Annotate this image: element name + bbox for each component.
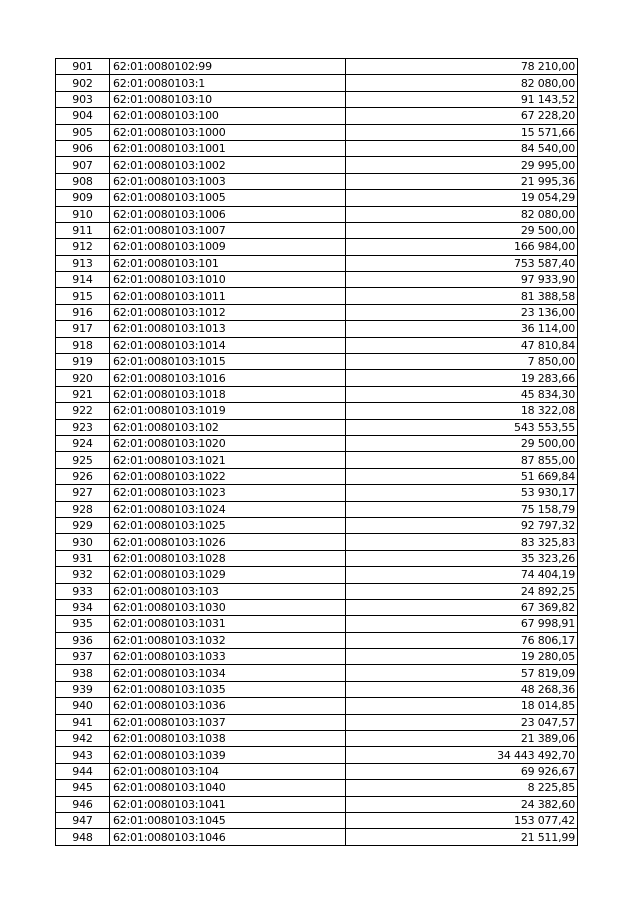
cadastral-number-cell: 62:01:0080103:1037 — [110, 714, 346, 730]
cadastral-value-cell: 83 325,83 — [346, 534, 578, 550]
row-number-cell: 911 — [56, 222, 110, 238]
cadastral-number-cell: 62:01:0080103:1029 — [110, 567, 346, 583]
row-number-cell: 947 — [56, 812, 110, 828]
row-number-cell: 934 — [56, 599, 110, 615]
row-number-cell: 910 — [56, 206, 110, 222]
cadastral-number-cell: 62:01:0080103:1038 — [110, 731, 346, 747]
table-row — [56, 829, 578, 845]
cadastral-value-cell: 48 268,36 — [346, 681, 578, 697]
table-row — [56, 272, 578, 288]
cadastral-number-cell: 62:01:0080103:1011 — [110, 288, 346, 304]
cadastral-number-cell: 62:01:0080103:1007 — [110, 222, 346, 238]
cadastral-number-cell: 62:01:0080103:1036 — [110, 698, 346, 714]
table-body — [56, 59, 578, 846]
cadastral-number-cell: 62:01:0080103:1019 — [110, 403, 346, 419]
cadastral-number-cell: 62:01:0080103:1034 — [110, 665, 346, 681]
cadastral-value-cell: 67 369,82 — [346, 599, 578, 615]
cadastral-value-cell: 19 280,05 — [346, 649, 578, 665]
cadastral-number-cell: 62:01:0080103:1000 — [110, 124, 346, 140]
cadastral-number-cell: 62:01:0080103:1040 — [110, 780, 346, 796]
cadastral-value-cell: 78 210,00 — [346, 59, 578, 75]
table-row — [56, 763, 578, 779]
row-number-cell: 933 — [56, 583, 110, 599]
cadastral-value-cell: 67 998,91 — [346, 616, 578, 632]
cadastral-number-cell: 62:01:0080103:102 — [110, 419, 346, 435]
table-row — [56, 517, 578, 533]
table-row — [56, 91, 578, 107]
cadastral-value-cell: 47 810,84 — [346, 337, 578, 353]
cadastral-number-cell: 62:01:0080103:104 — [110, 763, 346, 779]
table-row — [56, 222, 578, 238]
cadastral-number-cell: 62:01:0080103:1015 — [110, 354, 346, 370]
table-row — [56, 632, 578, 648]
row-number-cell: 918 — [56, 337, 110, 353]
cadastral-number-cell: 62:01:0080103:103 — [110, 583, 346, 599]
cadastral-value-cell: 753 587,40 — [346, 255, 578, 271]
table-row — [56, 665, 578, 681]
cadastral-number-cell: 62:01:0080103:1030 — [110, 599, 346, 615]
cadastral-value-cell: 87 855,00 — [346, 452, 578, 468]
table-row — [56, 370, 578, 386]
row-number-cell: 901 — [56, 59, 110, 75]
table-row — [56, 583, 578, 599]
table-row — [56, 698, 578, 714]
cadastral-number-cell: 62:01:0080103:1009 — [110, 239, 346, 255]
cadastral-value-cell: 29 500,00 — [346, 435, 578, 451]
row-number-cell: 928 — [56, 501, 110, 517]
cadastral-value-cell: 15 571,66 — [346, 124, 578, 140]
table-row — [56, 124, 578, 140]
row-number-cell: 906 — [56, 140, 110, 156]
cadastral-number-cell: 62:01:0080103:1023 — [110, 485, 346, 501]
cadastral-value-cell: 81 388,58 — [346, 288, 578, 304]
cadastral-value-cell: 24 892,25 — [346, 583, 578, 599]
row-number-cell: 936 — [56, 632, 110, 648]
table-row — [56, 140, 578, 156]
cadastral-value-cell: 21 511,99 — [346, 829, 578, 845]
cadastral-value-cell: 82 080,00 — [346, 206, 578, 222]
row-number-cell: 938 — [56, 665, 110, 681]
row-number-cell: 921 — [56, 386, 110, 402]
cadastral-number-cell: 62:01:0080103:1021 — [110, 452, 346, 468]
cadastral-value-cell: 91 143,52 — [346, 91, 578, 107]
table-row — [56, 75, 578, 91]
table-row — [56, 403, 578, 419]
cadastral-number-cell: 62:01:0080103:1031 — [110, 616, 346, 632]
row-number-cell: 907 — [56, 157, 110, 173]
cadastral-number-cell: 62:01:0080103:1014 — [110, 337, 346, 353]
table-row — [56, 501, 578, 517]
cadastral-value-cell: 166 984,00 — [346, 239, 578, 255]
table-row — [56, 288, 578, 304]
cadastral-value-cell: 543 553,55 — [346, 419, 578, 435]
cadastral-number-cell: 62:01:0080103:1045 — [110, 812, 346, 828]
cadastral-number-cell: 62:01:0080103:1005 — [110, 190, 346, 206]
cadastral-number-cell: 62:01:0080103:1039 — [110, 747, 346, 763]
cadastral-number-cell: 62:01:0080103:1022 — [110, 468, 346, 484]
table-row — [56, 59, 578, 75]
row-number-cell: 935 — [56, 616, 110, 632]
cadastral-value-cell: 153 077,42 — [346, 812, 578, 828]
row-number-cell: 929 — [56, 517, 110, 533]
row-number-cell: 942 — [56, 731, 110, 747]
cadastral-value-cell: 8 225,85 — [346, 780, 578, 796]
table-row — [56, 567, 578, 583]
row-number-cell: 946 — [56, 796, 110, 812]
table-row — [56, 485, 578, 501]
cadastral-number-cell: 62:01:0080103:1016 — [110, 370, 346, 386]
row-number-cell: 925 — [56, 452, 110, 468]
row-number-cell: 905 — [56, 124, 110, 140]
table-row — [56, 681, 578, 697]
cadastral-value-cell: 34 443 492,70 — [346, 747, 578, 763]
row-number-cell: 931 — [56, 550, 110, 566]
cadastral-value-cell: 18 014,85 — [346, 698, 578, 714]
cadastral-number-cell: 62:01:0080103:1041 — [110, 796, 346, 812]
cadastral-value-cell: 69 926,67 — [346, 763, 578, 779]
cadastral-number-cell: 62:01:0080103:1010 — [110, 272, 346, 288]
cadastral-number-cell: 62:01:0080103:1013 — [110, 321, 346, 337]
row-number-cell: 917 — [56, 321, 110, 337]
cadastral-value-cell: 29 995,00 — [346, 157, 578, 173]
row-number-cell: 943 — [56, 747, 110, 763]
row-number-cell: 916 — [56, 304, 110, 320]
table-row — [56, 108, 578, 124]
cadastral-value-cell: 82 080,00 — [346, 75, 578, 91]
cadastral-number-cell: 62:01:0080103:10 — [110, 91, 346, 107]
row-number-cell: 927 — [56, 485, 110, 501]
table-row — [56, 714, 578, 730]
row-number-cell: 923 — [56, 419, 110, 435]
table-row — [56, 534, 578, 550]
table-row — [56, 354, 578, 370]
table-row — [56, 435, 578, 451]
table-row — [56, 468, 578, 484]
row-number-cell: 944 — [56, 763, 110, 779]
row-number-cell: 941 — [56, 714, 110, 730]
row-number-cell: 926 — [56, 468, 110, 484]
table-row — [56, 599, 578, 615]
row-number-cell: 922 — [56, 403, 110, 419]
cadastral-value-cell: 23 136,00 — [346, 304, 578, 320]
cadastral-number-cell: 62:01:0080103:1026 — [110, 534, 346, 550]
cadastral-value-cell: 29 500,00 — [346, 222, 578, 238]
row-number-cell: 948 — [56, 829, 110, 845]
table-row — [56, 747, 578, 763]
row-number-cell: 903 — [56, 91, 110, 107]
cadastral-number-cell: 62:01:0080102:99 — [110, 59, 346, 75]
cadastral-number-cell: 62:01:0080103:1028 — [110, 550, 346, 566]
table-row — [56, 616, 578, 632]
cadastral-value-cell: 84 540,00 — [346, 140, 578, 156]
table-row — [56, 337, 578, 353]
cadastral-number-cell: 62:01:0080103:1001 — [110, 140, 346, 156]
row-number-cell: 939 — [56, 681, 110, 697]
cadastral-value-cell: 19 283,66 — [346, 370, 578, 386]
table-row — [56, 321, 578, 337]
table-row — [56, 550, 578, 566]
table-row — [56, 731, 578, 747]
table-row — [56, 206, 578, 222]
cadastral-value-cell: 23 047,57 — [346, 714, 578, 730]
table-row — [56, 239, 578, 255]
row-number-cell: 930 — [56, 534, 110, 550]
cadastral-number-cell: 62:01:0080103:1025 — [110, 517, 346, 533]
row-number-cell: 937 — [56, 649, 110, 665]
table-row — [56, 796, 578, 812]
row-number-cell: 914 — [56, 272, 110, 288]
cadastral-value-cell: 74 404,19 — [346, 567, 578, 583]
row-number-cell: 919 — [56, 354, 110, 370]
table-row — [56, 419, 578, 435]
table-row — [56, 452, 578, 468]
cadastral-value-cell: 21 995,36 — [346, 173, 578, 189]
table-row — [56, 304, 578, 320]
cadastral-value-cell: 57 819,09 — [346, 665, 578, 681]
table-row — [56, 780, 578, 796]
table-row — [56, 812, 578, 828]
cadastral-number-cell: 62:01:0080103:101 — [110, 255, 346, 271]
cadastral-number-cell: 62:01:0080103:1024 — [110, 501, 346, 517]
cadastral-value-cell: 53 930,17 — [346, 485, 578, 501]
table-row — [56, 190, 578, 206]
table-row — [56, 173, 578, 189]
cadastral-number-cell: 62:01:0080103:100 — [110, 108, 346, 124]
row-number-cell: 902 — [56, 75, 110, 91]
table-row — [56, 255, 578, 271]
cadastral-number-cell: 62:01:0080103:1046 — [110, 829, 346, 845]
cadastral-value-cell: 18 322,08 — [346, 403, 578, 419]
cadastral-number-cell: 62:01:0080103:1006 — [110, 206, 346, 222]
table-row — [56, 386, 578, 402]
cadastral-value-cell: 35 323,26 — [346, 550, 578, 566]
cadastral-number-cell: 62:01:0080103:1002 — [110, 157, 346, 173]
row-number-cell: 940 — [56, 698, 110, 714]
cadastral-number-cell: 62:01:0080103:1020 — [110, 435, 346, 451]
row-number-cell: 920 — [56, 370, 110, 386]
cadastral-value-cell: 92 797,32 — [346, 517, 578, 533]
cadastral-value-cell: 51 669,84 — [346, 468, 578, 484]
row-number-cell: 924 — [56, 435, 110, 451]
cadastral-value-cell: 24 382,60 — [346, 796, 578, 812]
row-number-cell: 912 — [56, 239, 110, 255]
cadastral-number-cell: 62:01:0080103:1018 — [110, 386, 346, 402]
cadastral-number-cell: 62:01:0080103:1032 — [110, 632, 346, 648]
row-number-cell: 909 — [56, 190, 110, 206]
cadastral-value-table — [55, 58, 578, 846]
table-row — [56, 649, 578, 665]
row-number-cell: 913 — [56, 255, 110, 271]
row-number-cell: 945 — [56, 780, 110, 796]
cadastral-value-cell: 7 850,00 — [346, 354, 578, 370]
cadastral-number-cell: 62:01:0080103:1 — [110, 75, 346, 91]
row-number-cell: 904 — [56, 108, 110, 124]
cadastral-number-cell: 62:01:0080103:1012 — [110, 304, 346, 320]
cadastral-value-cell: 67 228,20 — [346, 108, 578, 124]
row-number-cell: 915 — [56, 288, 110, 304]
row-number-cell: 908 — [56, 173, 110, 189]
cadastral-value-cell: 75 158,79 — [346, 501, 578, 517]
cadastral-value-cell: 36 114,00 — [346, 321, 578, 337]
cadastral-value-cell: 76 806,17 — [346, 632, 578, 648]
cadastral-value-cell: 21 389,06 — [346, 731, 578, 747]
cadastral-value-cell: 45 834,30 — [346, 386, 578, 402]
table-row — [56, 157, 578, 173]
cadastral-number-cell: 62:01:0080103:1003 — [110, 173, 346, 189]
cadastral-value-cell: 97 933,90 — [346, 272, 578, 288]
cadastral-value-cell: 19 054,29 — [346, 190, 578, 206]
cadastral-number-cell: 62:01:0080103:1035 — [110, 681, 346, 697]
cadastral-number-cell: 62:01:0080103:1033 — [110, 649, 346, 665]
row-number-cell: 932 — [56, 567, 110, 583]
